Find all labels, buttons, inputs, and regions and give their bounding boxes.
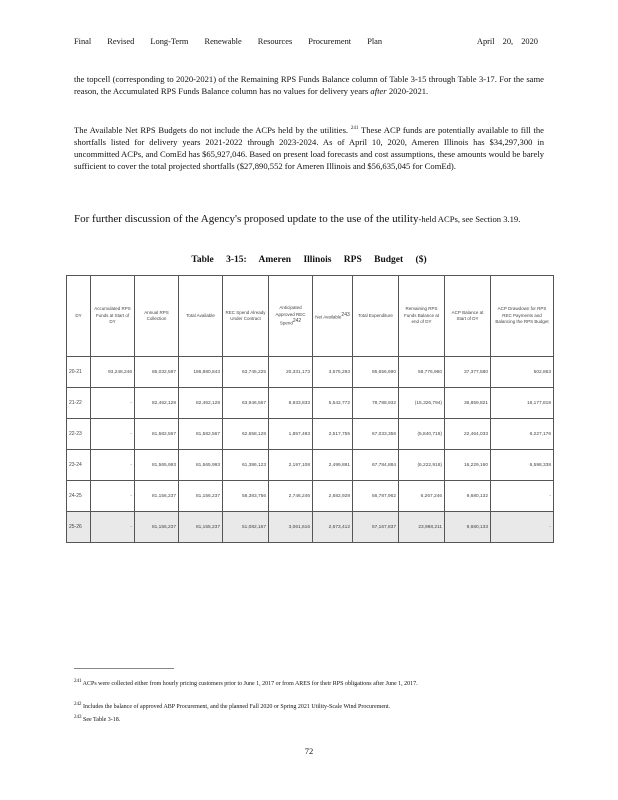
footnote-text: Includes the balance of approved ABP Procurement, and the planned Fall 2020 or Spring 2021 Utility-Scale Wind Procurement. xyxy=(83,704,391,710)
footnote-ref-243: 243 xyxy=(341,311,350,318)
rps-budget-table xyxy=(66,275,554,543)
table-cell: 63,745,225 xyxy=(223,357,269,388)
table-cell: 61,386,123 xyxy=(223,450,269,481)
table-cell: 502,863 xyxy=(491,357,554,388)
table-row xyxy=(67,512,554,543)
table-row xyxy=(67,357,554,388)
table-cell: 57,167,837 xyxy=(353,512,399,543)
table-cell: 9,680,133 xyxy=(445,512,491,543)
table-cell: 58,383,756 xyxy=(223,481,269,512)
table-row xyxy=(67,419,554,450)
table-cell: 22-23 xyxy=(67,419,91,450)
table-cell: 2,517,755 xyxy=(313,419,353,450)
col-header: Net Available$^{243}$ xyxy=(313,276,353,357)
table-cell: 25-26 xyxy=(67,512,91,543)
table-cell: 81,565,993 xyxy=(179,450,223,481)
table-cell: 37,377,580 xyxy=(445,357,491,388)
table-cell: (6,222,918) xyxy=(399,450,445,481)
col-header: Total Available xyxy=(179,276,223,357)
col-header: REC Spend Already Under Contract xyxy=(223,276,269,357)
table-cell: 81,582,567 xyxy=(135,419,179,450)
paragraph-2-text: The Available Net RPS Budgets do not include the ACPs held by the utilities. xyxy=(74,124,349,135)
table-cell: 6,227,176 xyxy=(491,419,554,450)
footnote-ref-241: 241 xyxy=(350,126,359,131)
table-cell: 22,464,033 xyxy=(445,419,491,450)
table-cell: 78,788,932 xyxy=(353,388,399,419)
table-cell: 24-25 xyxy=(67,481,91,512)
paragraph-2-text2: These ACP funds are potentially available to fill the shortfalls listed for delivery years 2021-2022 through 2023-2024. As of April 10, 2020, Ameren Illinois has $34,297,300 in uncommitted ACPs, and ComEd has $65,927,046. Based on present load forecasts and cost assumptions, these amounts would be barely sufficient to cover the total projected shortfalls ($27,890,552 for Ameren Illinois and $56,635,045 for ComEd). xyxy=(74,124,544,171)
table-cell: - xyxy=(491,481,554,512)
footnote-number: 241 xyxy=(74,679,82,684)
table-cell: 82,462,128 xyxy=(179,388,223,419)
table-cell: 8,933,833 xyxy=(269,388,313,419)
page-number: 72 xyxy=(304,746,314,756)
table-cell: 2,682,928 xyxy=(313,481,353,512)
table-cell: 16,177,818 xyxy=(491,388,554,419)
col-header: Anticipated Approved REC Spend$^{242}$ xyxy=(269,276,313,357)
paragraph-3-lead: For further discussion of the Agency's proposed update to the use of the utility xyxy=(74,213,419,225)
table-cell: 67,033,356 xyxy=(353,419,399,450)
table-cell: - xyxy=(91,450,135,481)
table-cell: 20-21 xyxy=(67,357,91,388)
table-cell: 81,155,237 xyxy=(135,512,179,543)
table-cell: - xyxy=(491,512,554,543)
paragraph-3-rest: -held ACPs, see Section 3.19. xyxy=(418,214,521,224)
table-cell: 5,542,772 xyxy=(313,388,353,419)
footnote-number: 242 xyxy=(74,702,82,707)
table-cell: 186,880,843 xyxy=(179,357,223,388)
table-cell: 85,656,690 xyxy=(353,357,399,388)
paragraph-1-tail: 2020-2021. xyxy=(388,86,429,96)
table-cell: 51,082,167 xyxy=(223,512,269,543)
table-cell: 2,673,412 xyxy=(313,512,353,543)
table-cell: 3,575,293 xyxy=(313,357,353,388)
col-header: Accumulated RPS Funds at Start of DY xyxy=(91,276,135,357)
footnote-1 xyxy=(74,677,549,689)
paragraph-1-italic: after xyxy=(370,86,387,96)
paragraph-1 xyxy=(74,73,544,97)
table-cell: 21-22 xyxy=(67,388,91,419)
table-cell: 85,032,597 xyxy=(135,357,179,388)
footnote-text: ACPs were collected either from hourly pricing customers prior to June 1, 2017 or from ARES for their RPS obligations after June 1, 2017. xyxy=(82,681,418,687)
col-header: ACP Balance at Start of DY xyxy=(445,276,491,357)
table-cell: 81,155,237 xyxy=(179,512,223,543)
table-cell: 6,598,338 xyxy=(491,450,554,481)
header-title: Final Revised Long-Term Renewable Resources Procurement Plan xyxy=(74,37,383,46)
footnote-2 xyxy=(74,700,549,712)
table-cell: 67,784,884 xyxy=(353,450,399,481)
table-cell: 23-24 xyxy=(67,450,91,481)
footnote-ref-242: 242 xyxy=(292,318,302,324)
col-header: Annual RPS Collection xyxy=(135,276,179,357)
table-cell: - xyxy=(91,481,135,512)
table-cell: 93,248,246 xyxy=(91,357,135,388)
table-cell: 81,565,993 xyxy=(135,450,179,481)
table-cell: 2,499,881 xyxy=(313,450,353,481)
table-row xyxy=(67,388,554,419)
table-row xyxy=(67,481,554,512)
table-cell: 6,267,246 xyxy=(399,481,445,512)
col-header: Remaining RPS Funds Balance at end of DY xyxy=(399,276,445,357)
table-cell: 9,680,132 xyxy=(445,481,491,512)
table-cell: - xyxy=(91,388,135,419)
table-row xyxy=(67,450,554,481)
table-cell: (15,326,794) xyxy=(399,388,445,419)
table-cell: 2,746,246 xyxy=(269,481,313,512)
footnote-text: See Table 3-18. xyxy=(83,717,121,723)
table-cell: 20,331,173 xyxy=(269,357,313,388)
table-cell: 63,946,567 xyxy=(223,388,269,419)
table-cell: 56,787,962 xyxy=(353,481,399,512)
table-cell: 23,988,211 xyxy=(399,512,445,543)
header-date: April 20, 2020 xyxy=(476,37,538,46)
table-caption: Table 3-15: Ameren Illinois RPS Budget ($) xyxy=(191,255,427,265)
table-cell: 81,156,237 xyxy=(179,481,223,512)
paragraph-1-text: the topcell (corresponding to 2020-2021) of the Remaining RPS Funds Balance column of Table 3-15 through Table 3-17. For the same reason, the Accumulated RPS Funds Balance column has no values for delivery years xyxy=(74,74,544,96)
table-cell: 62,658,128 xyxy=(223,419,269,450)
table-header-row xyxy=(67,276,554,357)
footnote-number: 243 xyxy=(74,715,82,720)
table-cell: 1,857,493 xyxy=(269,419,313,450)
table-cell: 81,582,567 xyxy=(179,419,223,450)
paragraph-3 xyxy=(74,212,544,226)
table-cell: - xyxy=(91,419,135,450)
col-header: ACP Drawdown for RPS REC Payments and Balancing the RPS Budget xyxy=(491,276,554,357)
table-cell: 58,776,960 xyxy=(399,357,445,388)
footnote-3 xyxy=(74,713,549,725)
table-cell: 81,156,237 xyxy=(135,481,179,512)
table-cell: - xyxy=(91,512,135,543)
table-cell: (5,840,718) xyxy=(399,419,445,450)
table-cell: 3,061,616 xyxy=(269,512,313,543)
footnote-divider xyxy=(74,668,174,669)
table-cell: 36,859,821 xyxy=(445,388,491,419)
table-cell: 16,229,160 xyxy=(445,450,491,481)
table-cell: 82,462,128 xyxy=(135,388,179,419)
col-header: Total Expenditure xyxy=(353,276,399,357)
col-header: DY xyxy=(67,276,91,357)
paragraph-2 xyxy=(74,123,544,172)
table-cell: 2,197,108 xyxy=(269,450,313,481)
